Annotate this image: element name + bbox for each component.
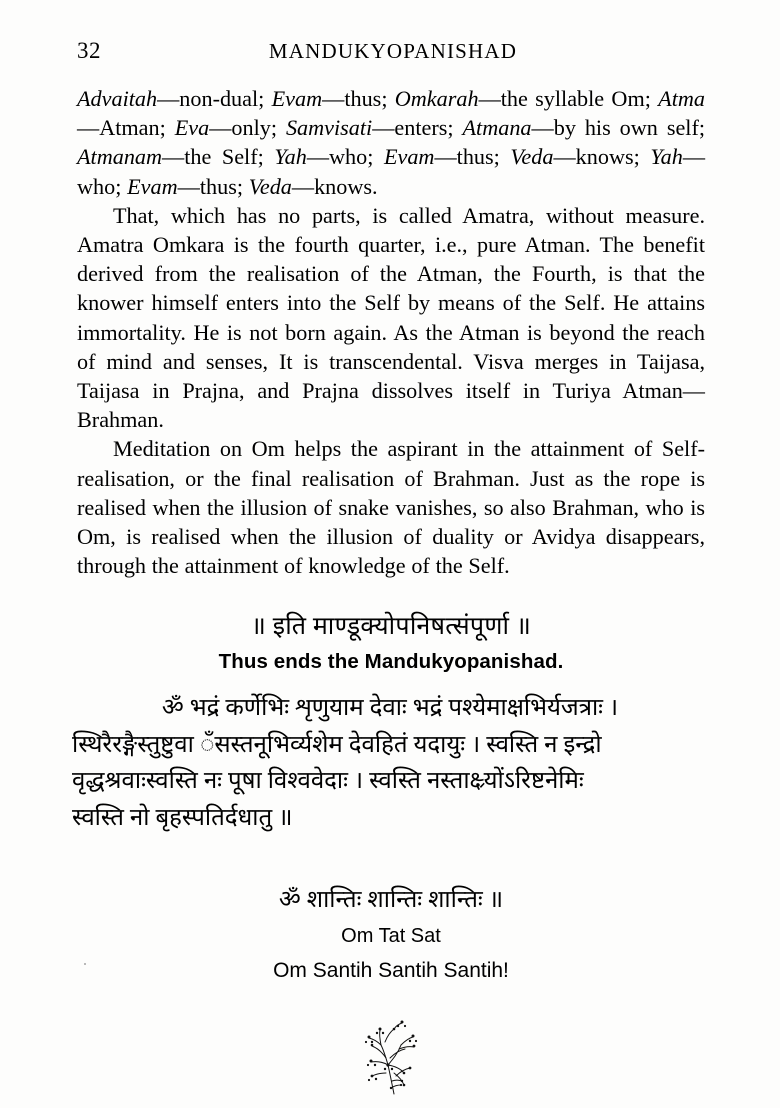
paper-speck bbox=[84, 963, 86, 965]
mantra-line: स्वस्ति नो बृहस्पतिर्दधातु ॥ bbox=[72, 804, 293, 831]
gloss-term: Omkarah bbox=[394, 86, 479, 111]
running-head bbox=[77, 36, 703, 66]
gloss-term: Evam bbox=[127, 173, 178, 199]
gloss-definition: —who; bbox=[77, 144, 705, 199]
gloss-term: Evam bbox=[271, 86, 323, 111]
gloss-definition: —Atman; bbox=[77, 115, 175, 141]
shanti-mantra-block bbox=[72, 690, 708, 836]
gloss-definition: —thus; bbox=[177, 173, 249, 199]
body-text-block bbox=[77, 84, 705, 580]
gloss-definition: —knows. bbox=[291, 173, 378, 199]
gloss-definition: —thus; bbox=[434, 144, 511, 170]
colophon-devanagari: ॥ इति माण्डूक्योपनिषत्संपूर्णा ॥ bbox=[250, 613, 532, 640]
running-title: MANDUKYOPANISHAD bbox=[268, 39, 518, 63]
gloss-term: Eva bbox=[174, 115, 210, 141]
gloss-definition: —by his own self; bbox=[531, 115, 706, 141]
paragraph-meditation: Meditation on Om helps the aspirant in the attainment of Self-realisation, or the final realisation of Brahman. Just as the rope is realised when the illusion of snake vanishes, so also Brahman, who is Om, is realised when the illusion of duality or Avidya disappears, through the attainment of knowledge of the Self. bbox=[77, 436, 705, 579]
gloss-definition: —the syllable Om; bbox=[478, 86, 659, 111]
gloss-term: Veda bbox=[510, 144, 554, 170]
om-tat-sat-line: Om Tat Sat bbox=[341, 925, 441, 947]
page-number: 32 bbox=[77, 38, 101, 63]
gloss-term: Advaitah bbox=[77, 86, 158, 111]
gloss-term: Evam bbox=[383, 144, 435, 170]
gloss-term: Yah bbox=[650, 144, 683, 170]
mantra-line: स्थिरैरङ्गैस्तुष्टुवा ँसस्तनूभिर्व्यशेम देवहितं यदायुः । स्वस्ति न इन्द्रो bbox=[72, 731, 602, 758]
gloss-definition: —who; bbox=[306, 144, 384, 170]
gloss-definition: —the Self; bbox=[162, 144, 275, 170]
mantra-line: वृद्धश्रवाःस्वस्ति नः पूषा विश्ववेदाः । स्वस्ति नस्ताक्ष्र्योंऽरिष्टनेमिः bbox=[72, 768, 584, 794]
thus-ends-line: Thus ends the Mandukyopanishad. bbox=[218, 650, 564, 673]
om-shanti-devanagari: ॐ शान्तिः शान्तिः शान्तिः ॥ bbox=[278, 887, 504, 913]
gloss-definition: —thus; bbox=[322, 86, 395, 111]
gloss-term: Atmana bbox=[462, 115, 532, 141]
word-gloss-paragraph bbox=[77, 84, 705, 201]
mantra-line: ॐ भद्रं कर्णेभिः शृणुयाम देवाः भद्रं पश्येमाक्षभिर्यजत्राः । bbox=[161, 695, 619, 721]
gloss-term: Veda bbox=[248, 173, 292, 199]
floral-sprig-ornament bbox=[350, 1018, 430, 1098]
gloss-term: Samvisati bbox=[285, 115, 373, 141]
gloss-definition: —knows; bbox=[553, 144, 651, 170]
om-santih-line: Om Santih Santih Santih! bbox=[273, 959, 509, 982]
gloss-term: Yah bbox=[274, 144, 307, 170]
gloss-term: Atma bbox=[658, 86, 705, 111]
paragraph-amatra: That, which has no parts, is called Amatra, without measure. Amatra Omkara is the fourth quarter, i.e., pure Atman. The benefit derived from the realisation of the Atman, the Fourth, is that the knower himself enters into the Self by means of the Self. He attains immortality. He is not born again. As the Atman is beyond the reach of mind and senses, It is transcendental. Visva merges in Taijasa, Taijasa in Prajna, and Prajna dissolves itself in Turiya Atman—Brahman. bbox=[77, 202, 705, 433]
gloss-definition: —only; bbox=[209, 115, 286, 141]
gloss-definition: —non-dual; bbox=[157, 86, 272, 111]
gloss-term: Atmanam bbox=[77, 144, 163, 170]
gloss-definition: —enters; bbox=[372, 115, 463, 141]
